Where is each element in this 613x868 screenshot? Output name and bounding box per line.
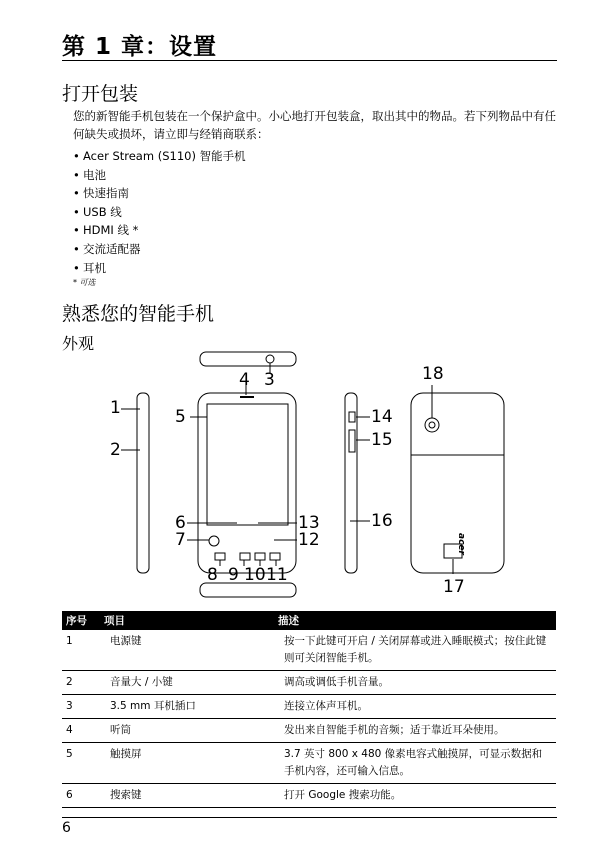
component-table bbox=[62, 611, 556, 808]
optional-note: * 可选 bbox=[73, 278, 96, 287]
callout-4: 4 bbox=[239, 370, 250, 390]
callout-6: 6 bbox=[175, 513, 186, 533]
list-item: • Acer Stream (S110) 智能手机 bbox=[73, 149, 246, 163]
chapter-title: 第 1 章：设置 bbox=[62, 34, 218, 60]
callout-9: 9 bbox=[228, 565, 239, 585]
table-row: 2 音量大 / 小键 调高或调低手机音量。 bbox=[62, 671, 556, 695]
callout-8: 8 bbox=[207, 565, 218, 585]
unpacking-paragraph: 您的新智能手机包装在一个保护盒中。小心地打开包装盒，取出其中的物品。若下列物品中有任何缺失或损坏，请立即与经销商联系： bbox=[73, 109, 556, 141]
phone-top-view bbox=[200, 352, 296, 366]
side-key-drawing bbox=[349, 430, 355, 452]
table-row: 6 搜索键 打开 Google 搜索功能。 bbox=[62, 784, 556, 808]
column-header: 描述 bbox=[274, 611, 556, 630]
table-row: 5 触摸屏 3.7 英寸 800 x 480 像素电容式触摸屏，可显示数据和手机内容，还可输入信息。 bbox=[62, 743, 556, 784]
phone-left-side-view bbox=[137, 393, 149, 573]
callout-14: 14 bbox=[371, 407, 393, 427]
list-item: • 交流适配器 bbox=[73, 241, 141, 256]
subheading-appearance: 外观 bbox=[62, 334, 95, 353]
table-row: 4 听筒 发出来自智能手机的音频；适于靠近耳朵使用。 bbox=[62, 719, 556, 743]
key-drawing bbox=[215, 553, 225, 560]
callout-11: 11 bbox=[266, 565, 288, 585]
bottom-rule bbox=[62, 817, 557, 818]
callout-7: 7 bbox=[175, 530, 186, 550]
list-item: • 电池 bbox=[73, 167, 106, 182]
callout-10: 10 bbox=[244, 565, 266, 585]
section-heading-unpacking: 打开包装 bbox=[62, 83, 139, 105]
table-header-row bbox=[62, 611, 556, 630]
key-drawing bbox=[255, 553, 265, 560]
table-row: 3 3.5 mm 耳机插口 连接立体声耳机。 bbox=[62, 695, 556, 719]
callout-13: 13 bbox=[298, 513, 320, 533]
callout-1: 1 bbox=[110, 398, 121, 418]
callout-17: 17 bbox=[443, 577, 465, 597]
camera-lens-drawing bbox=[429, 422, 435, 428]
callout-3: 3 bbox=[264, 370, 275, 390]
page-number: 6 bbox=[62, 820, 71, 836]
list-item: • USB 线 bbox=[73, 204, 122, 219]
key-drawing bbox=[240, 553, 250, 560]
list-item: • 耳机 bbox=[73, 260, 106, 275]
phone-bottom-view bbox=[200, 583, 296, 597]
callout-18: 18 bbox=[422, 364, 444, 384]
camera-drawing bbox=[425, 418, 439, 432]
callout-2: 2 bbox=[110, 440, 121, 460]
headset-jack-drawing bbox=[266, 355, 274, 363]
callout-15: 15 bbox=[371, 430, 393, 450]
section-heading-get-to-know: 熟悉您的智能手机 bbox=[62, 303, 215, 325]
home-button-drawing bbox=[209, 536, 219, 546]
callout-12: 12 bbox=[298, 530, 320, 550]
callout-16: 16 bbox=[371, 511, 393, 531]
callout-5: 5 bbox=[175, 407, 186, 427]
list-item: • HDMI 线 * bbox=[73, 223, 139, 238]
side-key-drawing bbox=[349, 412, 355, 422]
table-row: 1 电源键 按一下此键可开启 / 关闭屏幕或进入睡眠模式；按住此键则可关闭智能手机。 bbox=[62, 630, 556, 671]
column-header: 序号 bbox=[62, 611, 100, 630]
touchscreen-drawing bbox=[207, 404, 288, 525]
logo-mark: acer bbox=[456, 533, 466, 555]
column-header: 项目 bbox=[100, 611, 274, 630]
key-drawing bbox=[270, 553, 280, 560]
list-item: • 快速指南 bbox=[73, 186, 129, 201]
